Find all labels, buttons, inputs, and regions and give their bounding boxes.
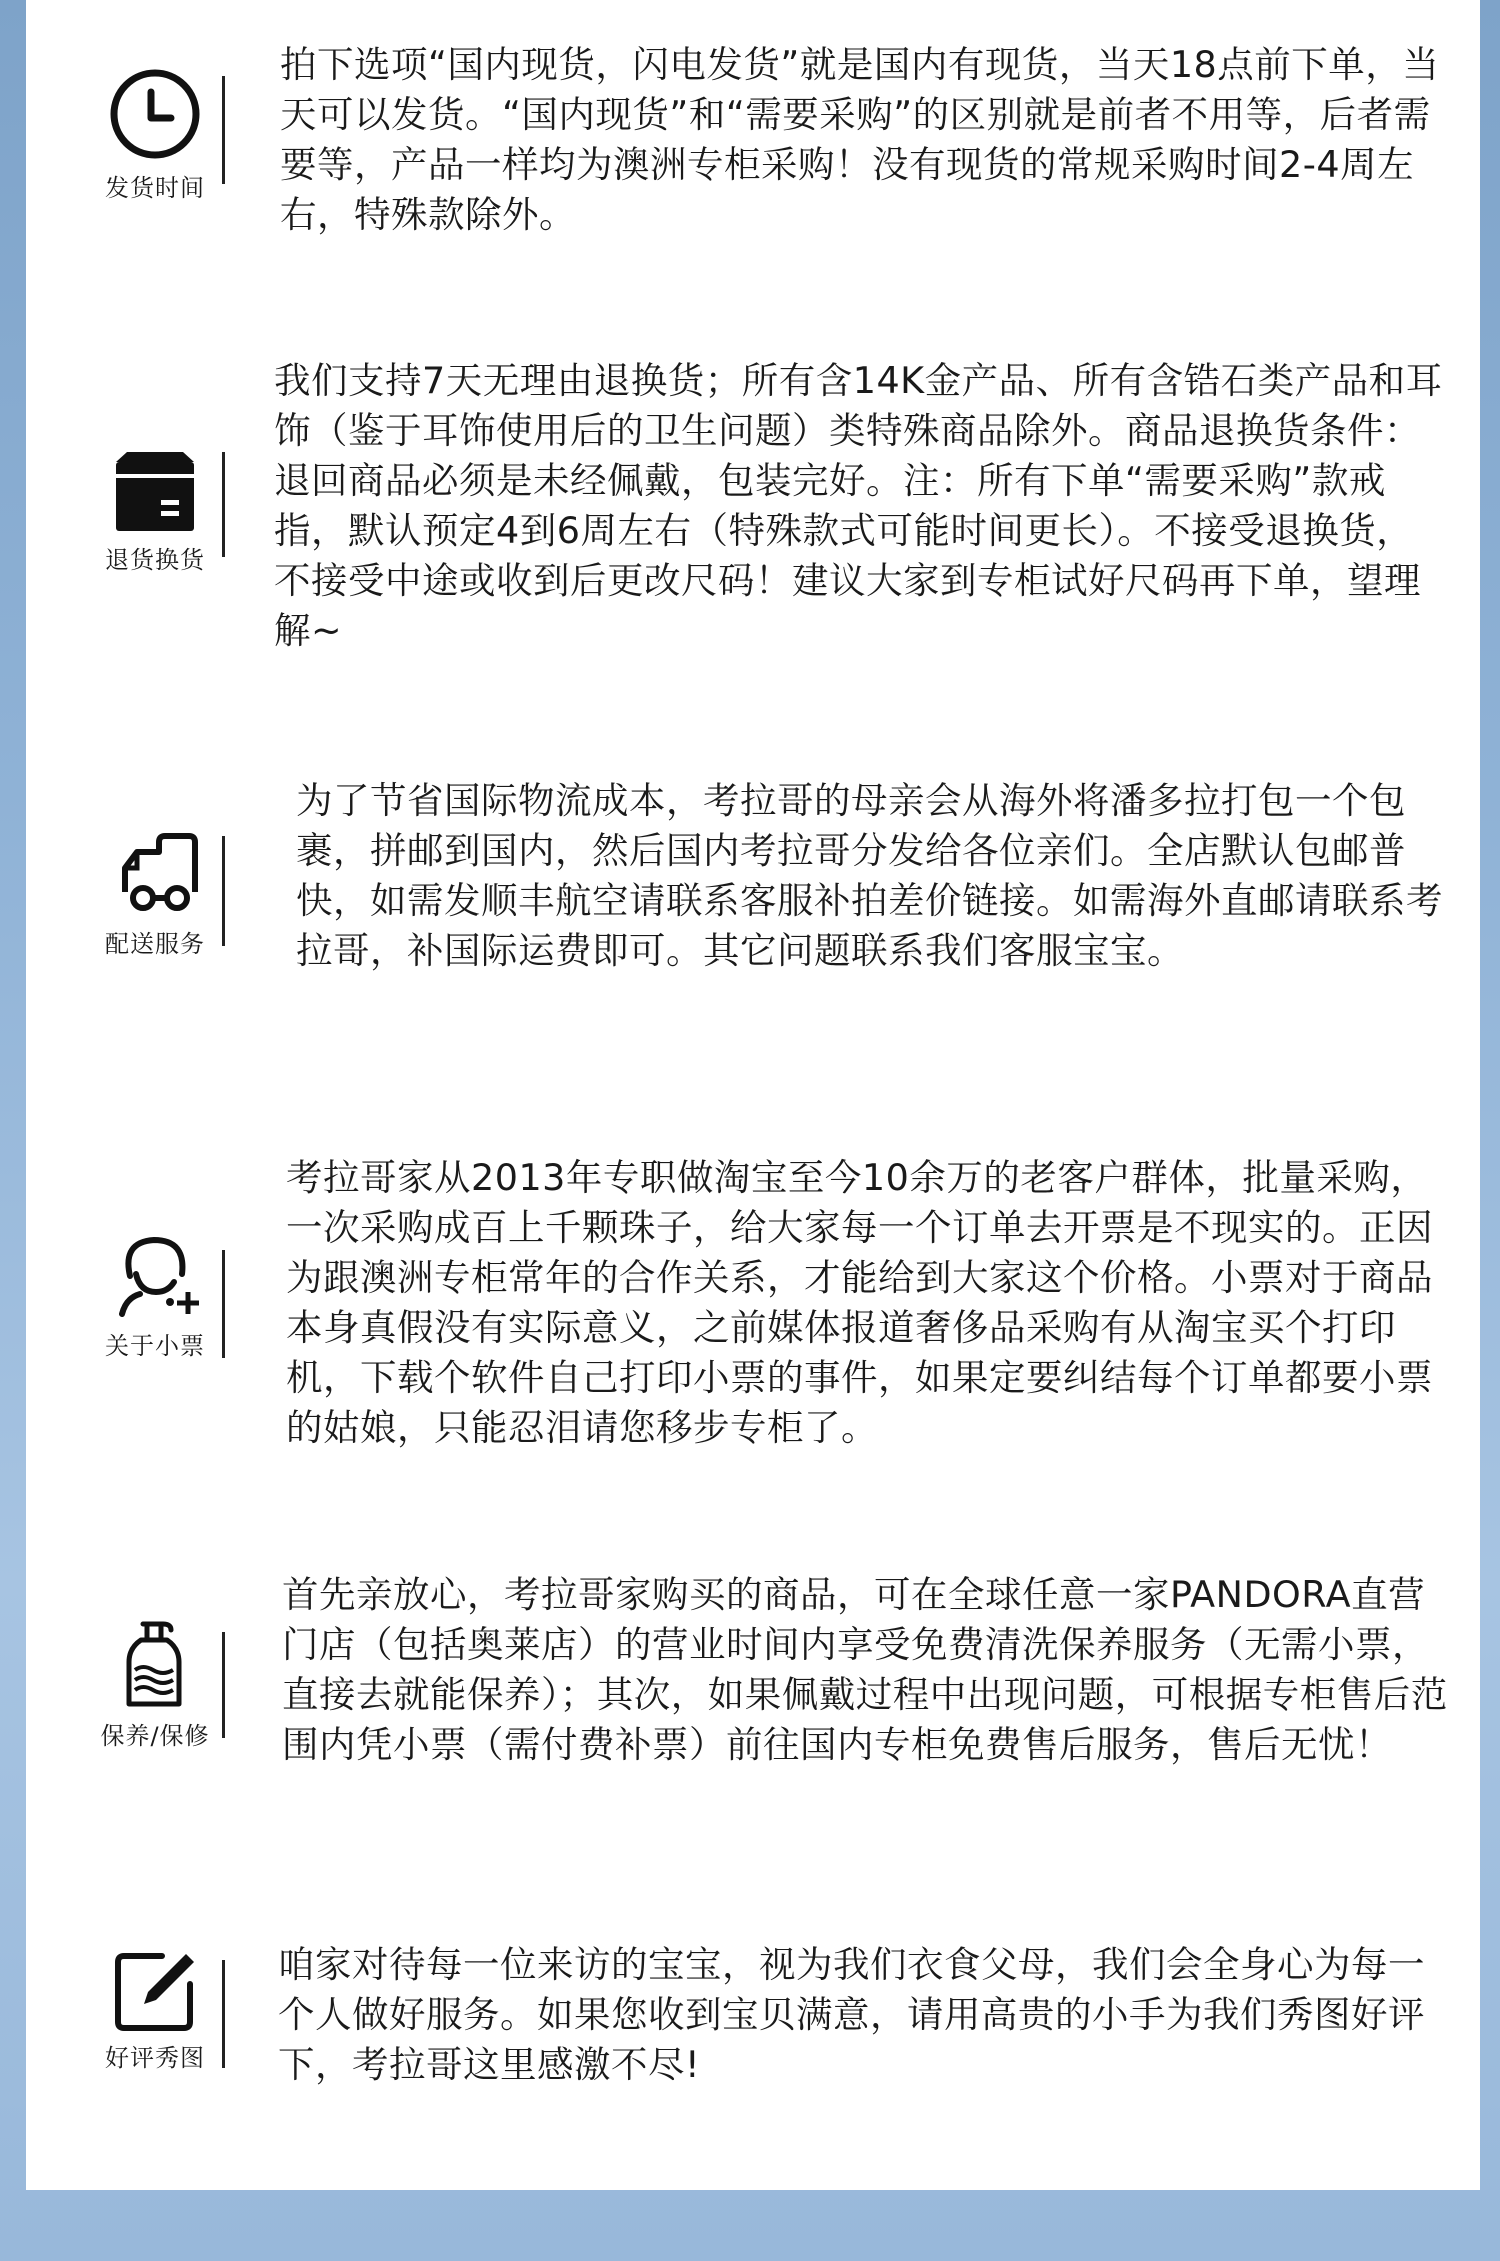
package-icon bbox=[70, 450, 240, 534]
receipts-text: 考拉哥家从2013年专职做淘宝至今10余万的老客户群体，批量采购，一次采购成百上千颗珠子，给大家每一个订单去开票是不现实的。正因为跟澳洲专柜常年的合作关系，才能给到大家这个价格。小票对于商品本身真假没有实际意义，之前媒体报道奢侈品采购有从淘宝买个打印机，下载个软件自己打印小票的事件，如果定要纠结每个订单都要小票的姑娘，只能忍泪请您移步专柜了。 bbox=[286, 1156, 1433, 1449]
icon-group-delivery bbox=[70, 832, 240, 959]
cleaning-bottle-icon bbox=[70, 1618, 240, 1710]
shipping-time-text: 拍下选项“国内现货，闪电发货”就是国内有现货，当天18点前下单，当天可以发货。“国内现货”和“需要采购”的区别就是前者不用等，后者需要等，产品一样均为澳洲专柜采购！没有现货的常规采购时间2-4周左右，特殊款除外。 bbox=[280, 43, 1440, 236]
icon-group-review bbox=[70, 1950, 240, 2073]
delivery-text: 为了节省国际物流成本，考拉哥的母亲会从海外将潘多拉打包一个包裹，拼邮到国内，然后国内考拉哥分发给各位亲们。全店默认包邮普快，如需发顺丰航空请联系客服补拍差价链接。如需海外直邮请联系考拉哥，补国际运费即可。其它问题联系我们客服宝宝。 bbox=[296, 779, 1443, 972]
section-divider bbox=[222, 76, 225, 184]
maintenance-label: 保养/保修 bbox=[100, 1722, 210, 1750]
info-card bbox=[26, 0, 1480, 2190]
section-divider bbox=[222, 452, 225, 557]
section-divider bbox=[222, 1250, 225, 1358]
icon-group-shipping-time bbox=[70, 66, 240, 203]
returns-label: 退货换货 bbox=[105, 546, 205, 574]
section-divider bbox=[222, 836, 225, 946]
review-text: 咱家对待每一位来访的宝宝，视为我们衣食父母，我们会全身心为每一个人做好服务。如果您收到宝贝满意，请用高贵的小手为我们秀图好评下，考拉哥这里感激不尽! bbox=[278, 1943, 1425, 2086]
review-label: 好评秀图 bbox=[105, 2044, 205, 2072]
delivery-label: 配送服务 bbox=[105, 930, 205, 958]
icon-group-returns bbox=[70, 450, 240, 575]
section-divider bbox=[222, 1960, 225, 2068]
maintenance-text: 首先亲放心，考拉哥家购买的商品，可在全球任意一家PANDORA直营门店（包括奥莱店）的营业时间内享受免费清洗保养服务（无需小票，直接去就能保养）；其次，如果佩戴过程中出现问题，可根据专柜售后范围内凭小票（需付费补票）前往国内专柜免费售后服务，售后无忧！ bbox=[282, 1573, 1448, 1766]
user-add-icon bbox=[70, 1230, 240, 1320]
clock-icon bbox=[70, 66, 240, 162]
receipts-label: 关于小票 bbox=[105, 1332, 205, 1360]
section-divider bbox=[222, 1632, 225, 1738]
icon-group-receipts bbox=[70, 1230, 240, 1361]
delivery-truck-icon bbox=[70, 832, 240, 918]
edit-review-icon bbox=[70, 1950, 240, 2032]
icon-group-maintenance bbox=[70, 1618, 240, 1751]
shipping-time-label: 发货时间 bbox=[105, 174, 205, 202]
returns-text: 我们支持7天无理由退换货；所有含14K金产品、所有含锆石类产品和耳饰（鉴于耳饰使用后的卫生问题）类特殊商品除外。商品退换货条件：退回商品必须是未经佩戴，包装完好。注：所有下单“需要采购”款戒指，默认预定4到6周左右（特殊款式可能时间更长）。不接受退换货，不接受中途或收到后更改尺码！建议大家到专柜试好尺码再下单，望理解~ bbox=[274, 359, 1443, 652]
